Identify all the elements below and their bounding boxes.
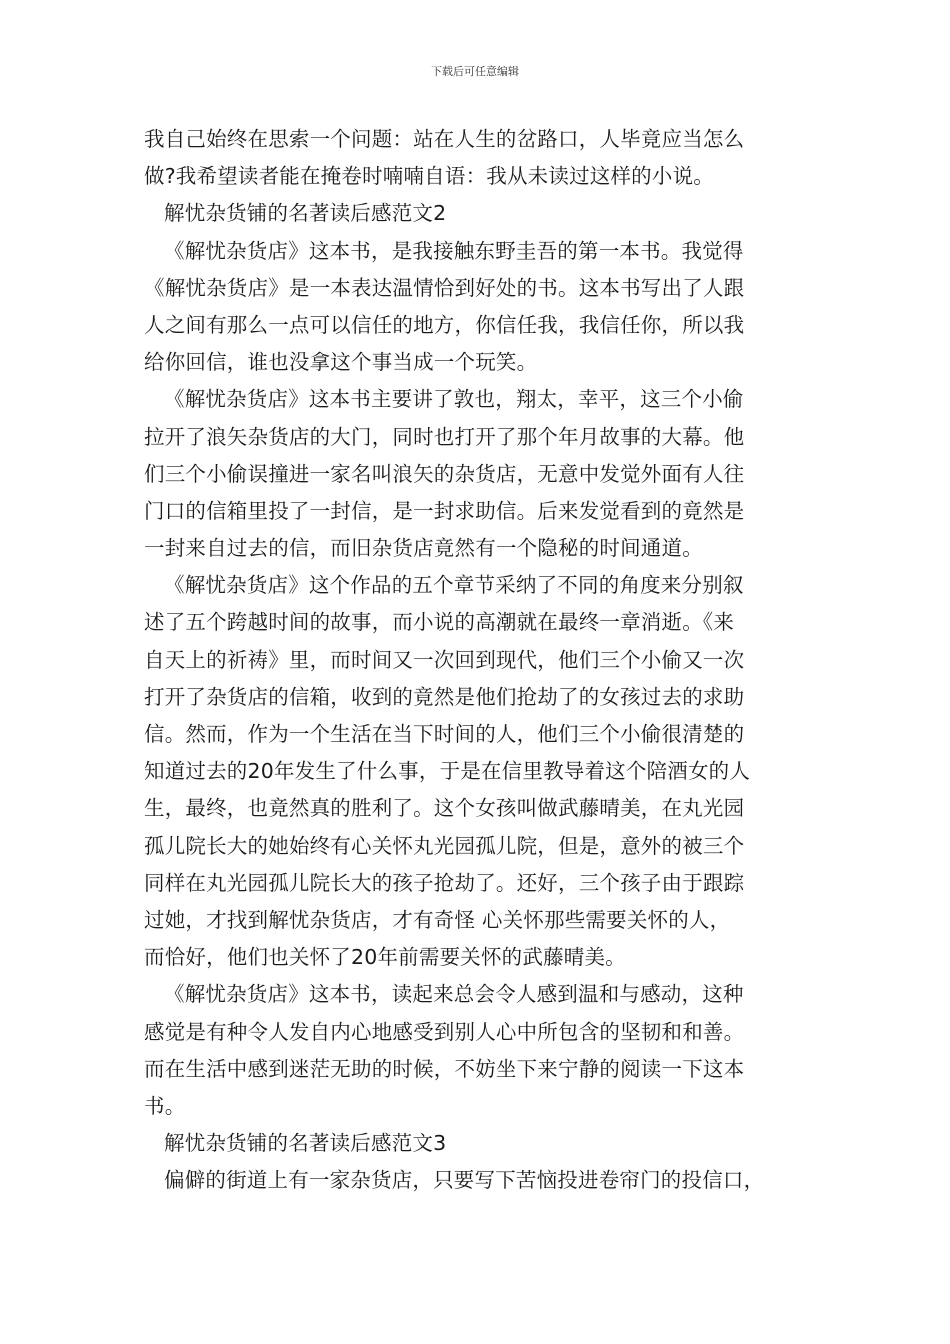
text-line: 而恰好，他们也关怀了20年前需要关怀的武藤晴美。 [144, 945, 626, 970]
text-line: 同样在丸光园孤儿院长大的孩子抢劫了。还好，三个孩子由于跟踪 [144, 870, 745, 895]
text-line: 打开了杂货店的信箱，收到的竟然是他们抢劫了的女孩过去的求助 [144, 684, 745, 709]
text-line: 《解忧杂货店》是一本表达温情恰到好处的书。这本书写出了人跟 [144, 275, 745, 300]
text-line: 感觉是有种令人发自内心地感受到别人心中所包含的坚韧和和善。 [144, 1019, 745, 1044]
text-line: 述了五个跨越时间的故事，而小说的高潮就在最终一章消逝。《来 [144, 610, 735, 635]
document-body [144, 121, 809, 1199]
text-line: 生，最终，也竟然真的胜利了。这个女孩叫做武藤晴美，在丸光园 [144, 796, 745, 821]
text-line: 过她，才找到解忧杂货店，才有奇怪 心关怀那些需要关怀的人， [144, 907, 731, 932]
section-heading: 解忧杂货铺的名著读后感范文2 [164, 201, 447, 226]
text-line: 人之间有那么一点可以信任的地方，你信任我，我信任你，所以我 [144, 312, 745, 337]
text-line: 信。然而，作为一个生活在当下时间的人，他们三个小偷很清楚的 [144, 722, 745, 746]
text-line: 偏僻的街道上有一家杂货店，只要写下苦恼投进卷帘门的投信口， [164, 1168, 765, 1193]
page-header-note: 下载后可任意编辑 [431, 65, 519, 78]
text-line: 做?我希望读者能在掩卷时喃喃自语：我从未读过这样的小说。 [144, 164, 714, 189]
text-line: 《解忧杂货店》这个作品的五个章节采纳了不同的角度来分别叙 [164, 573, 744, 598]
section-heading: 解忧杂货铺的名著读后感范文3 [164, 1131, 447, 1156]
text-line: 们三个小偷误撞进一家名叫浪矢的杂货店，无意中发觉外面有人往 [144, 461, 745, 486]
text-line: 自天上的祈祷》里，而时间又一次回到现代，他们三个小偷又一次 [144, 647, 745, 672]
text-line: 一封来自过去的信，而旧杂货店竟然有一个隐秘的时间通道。 [144, 536, 703, 561]
text-line: 书。 [144, 1093, 186, 1118]
text-line: 《解忧杂货店》这本书，读起来总会令人感到温和与感动，这种 [164, 982, 744, 1007]
text-line: 《解忧杂货店》这本书主要讲了敦也，翔太，幸平，这三个小偷 [164, 387, 744, 412]
text-line: 拉开了浪矢杂货店的大门，同时也打开了那个年月故事的大幕。他 [144, 424, 745, 449]
text-line: 孤儿院长大的她始终有心关怀丸光园孤儿院，但是，意外的被三个 [144, 833, 745, 858]
text-line: 《解忧杂货店》这本书，是我接触东野圭吾的第一本书。我觉得 [164, 238, 744, 263]
text-line: 知道过去的20年发生了什么事，于是在信里教导着这个陪酒女的人 [144, 759, 751, 784]
text-line: 而在生活中感到迷茫无助的时候，不妨坐下来宁静的阅读一下这本 [144, 1056, 745, 1081]
text-line: 我自己始终在思索一个问题：站在人生的岔路口，人毕竟应当怎么 [144, 127, 745, 151]
text-line: 门口的信箱里投了一封信，是一封求助信。后来发觉看到的竟然是 [144, 498, 745, 523]
text-line: 给你回信，谁也没拿这个事当成一个玩笑。 [144, 350, 538, 375]
